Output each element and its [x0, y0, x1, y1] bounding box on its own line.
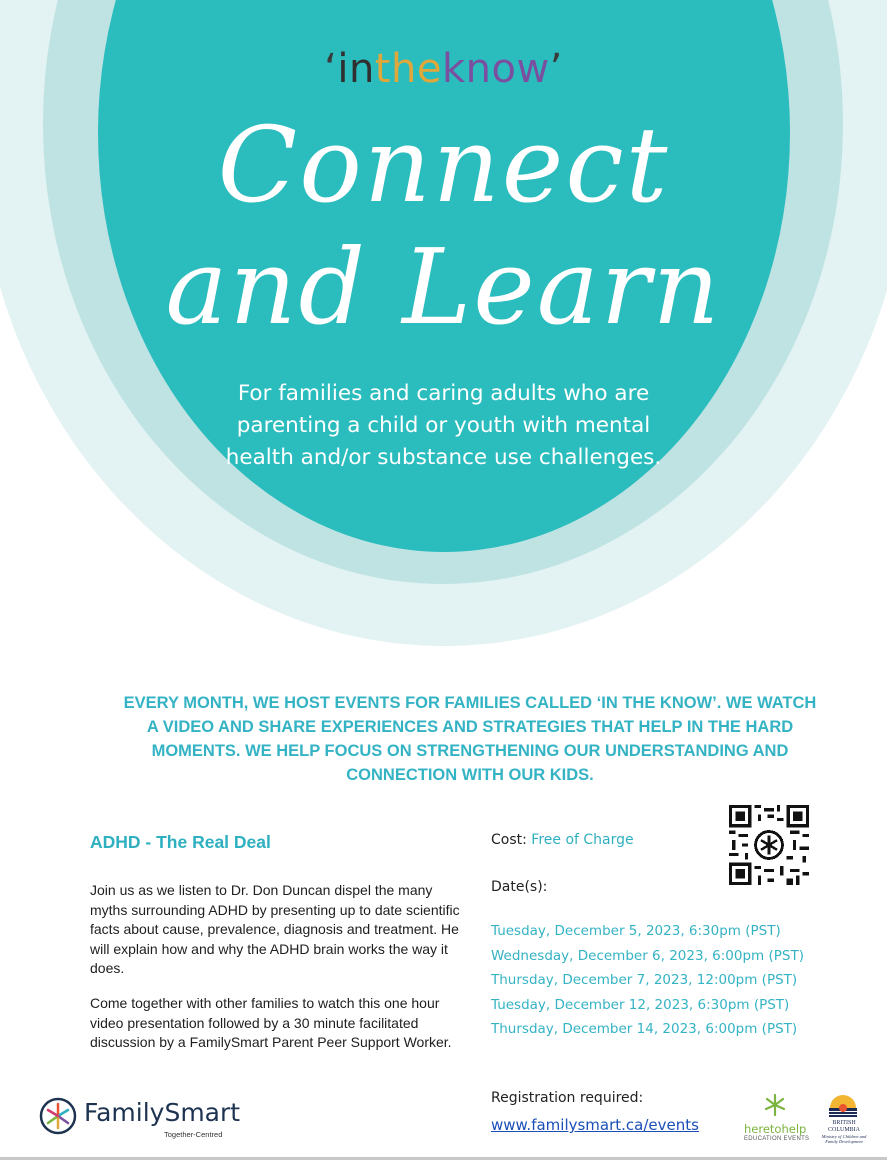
brand-know: know	[441, 46, 550, 92]
headline-and-learn: and Learn	[165, 226, 722, 348]
heretohelp-subtitle: EDUCATION EVENTS	[744, 1136, 810, 1142]
cost-line	[491, 832, 634, 848]
cost-label: Cost:	[491, 832, 527, 848]
familysmart-tagline: Together-Centred	[164, 1130, 223, 1139]
event-title: ADHD - The Real Deal	[90, 832, 271, 852]
event-format-description: Come together with other families to watch this one hour video presentation followed by a 30 minute facilitated discussion by a FamilySmart Parent Peer Support Worker.	[90, 995, 452, 1050]
date-item: Tuesday, December 12, 2023, 6:30pm (PST)	[491, 996, 790, 1013]
cost-value: Free of Charge	[531, 832, 634, 848]
bc-ministry-name: Ministry of Children and Family Development	[821, 1134, 867, 1144]
registration-link[interactable]: www.familysmart.ca/events	[491, 1116, 699, 1134]
registration-label: Registration required:	[491, 1090, 644, 1106]
date-item: Thursday, December 7, 2023, 12:00pm (PST)	[491, 972, 798, 988]
headline-connect: Connect	[217, 104, 670, 226]
date-item: Wednesday, December 6, 2023, 6:00pm (PST)	[491, 947, 804, 964]
familysmart-name: FamilySmart	[84, 1098, 241, 1127]
bc-crest-icon	[826, 1094, 860, 1122]
event-description: Join us as we listen to Dr. Don Duncan dispel the many myths surrounding ADHD by presenting up to date scientific facts about cause, prevalence, diagnosis and treatment. He will explain how and why the ADHD brain works the way it does.	[90, 882, 460, 976]
heretohelp-logo-icon	[762, 1092, 788, 1118]
date-item: Thursday, December 14, 2023, 6:00pm (PST)	[491, 1021, 798, 1037]
brand-quote-open: ‘	[324, 46, 338, 92]
familysmart-logo-icon	[38, 1096, 78, 1136]
qr-code-icon[interactable]	[729, 805, 809, 885]
in-the-know-wordmark	[0, 46, 887, 92]
dates-label: Date(s):	[491, 879, 548, 895]
audience-subtitle: For families and caring adults who are parenting a child or youth with mental health and/or substance use challenges.	[225, 381, 662, 470]
date-item: Tuesday, December 5, 2023, 6:30pm (PST)	[491, 923, 781, 939]
brand-in: in	[337, 46, 375, 92]
dates-list	[491, 919, 804, 1042]
brand-quote-close: ’	[549, 46, 563, 92]
brand-the: the	[374, 46, 442, 92]
monthly-events-text: EVERY MONTH, WE HOST EVENTS FOR FAMILIES CALLED ‘IN THE KNOW’. WE WATCH A VIDEO AND SHARE EXPERIENCES AND STRATEGIES THAT HELP IN THE HARD MOMENTS. WE HELP FOCUS ON STRENGTHENING OUR UNDERSTANDING AND CONNECTION WITH OUR KIDS.	[123, 694, 817, 784]
heretohelp-name: heretohelp	[744, 1122, 807, 1136]
bc-government-name: BRITISH COLUMBIA	[827, 1120, 860, 1133]
